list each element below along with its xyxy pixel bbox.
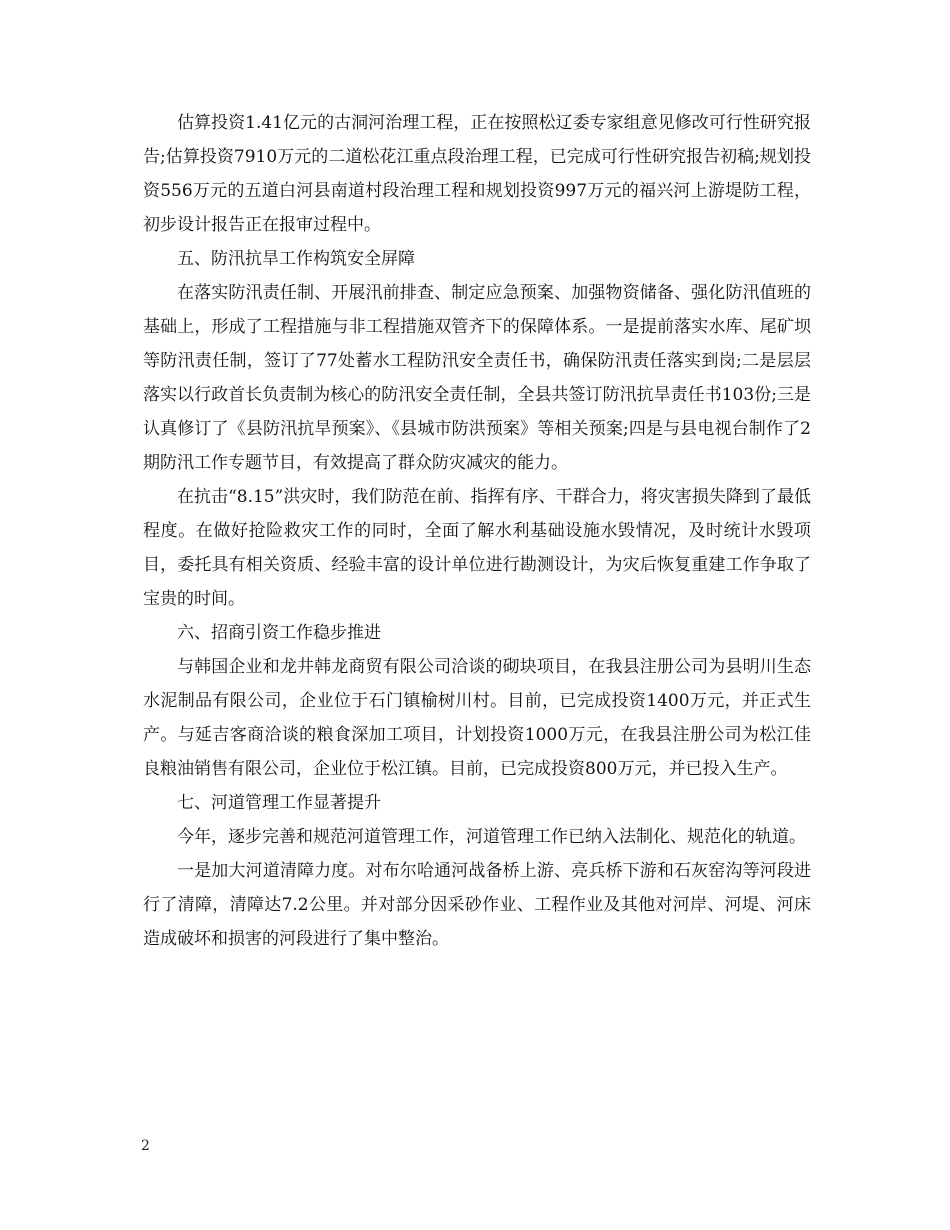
paragraph-investment: 估算投资1.41亿元的古洞河治理工程，正在按照松辽委专家组意见修改可行性研究报告;估算投资7910万元的二道松花江重点段治理工程，已完成可行性研究报告初稿;规划投资556万元的五道白河县南道村段治理工程和规划投资997万元的福兴河上游堤防工程，初步设计报告正在报审过程中。 <box>143 113 811 235</box>
paragraph-investment-projects: 与韩国企业和龙井韩龙商贸有限公司洽谈的砌块项目，在我县注册公司为县明川生态水泥制品有限公司，企业位于石门镇榆树川村。目前，已完成投资1400万元，并正式生产。与延吉客商洽谈的粮食深加工项目，计划投资1000万元，在我县注册公司为松江佳良粮油销售有限公司，企业位于松江镇。目前，已完成投资800万元，并已投入生产。 <box>143 657 811 779</box>
paragraph-flood-response: 在抗击“8.15”洪灾时，我们防范在前、指挥有序、干群合力，将灾害损失降到了最低程度。在做好抢险救灾工作的同时，全面了解水利基础设施水毁情况，及时统计水毁项目，委托具有相关资质、经验丰富的设计单位进行勘测设计，为灾后恢复重建工作争取了宝贵的时间。 <box>143 487 811 609</box>
section-heading-flood-control: 五、防汛抗旱工作构筑安全屏障 <box>177 249 415 269</box>
section-heading-investment-attraction: 六、招商引资工作稳步推进 <box>177 623 381 643</box>
paragraph-river-management-intro: 今年，逐步完善和规范河道管理工作，河道管理工作已纳入法制化、规范化的轨道。 <box>177 827 806 847</box>
paragraph-flood-responsibility: 在落实防汛责任制、开展汛前排查、制定应急预案、加强物资储备、强化防汛值班的基础上，形成了工程措施与非工程措施双管齐下的保障体系。一是提前落实水库、尾矿坝等防汛责任制，签订了77处蓄水工程防汛安全责任书，确保防汛责任落实到岗;二是层层落实以行政首长负责制为核心的防汛安全责任制，全县共签订防汛抗旱责任书103份;三是认真修订了《县防汛抗旱预案》、《县城市防洪预案》等相关预案;四是与县电视台制作了2期防汛工作专题节目，有效提高了群众防灾减灾的能力。 <box>143 283 811 473</box>
document-body <box>143 106 811 956</box>
page-number: 2 <box>141 1138 150 1154</box>
section-heading-river-management: 七、河道管理工作显著提升 <box>177 793 381 813</box>
paragraph-river-clearing: 一是加大河道清障力度。对布尔哈通河战备桥上游、亮兵桥下游和石灰窑沟等河段进行了清障，清障达7.2公里。并对部分因采砂作业、工程作业及其他对河岸、河堤、河床造成破坏和损害的河段进行了集中整治。 <box>143 861 811 949</box>
